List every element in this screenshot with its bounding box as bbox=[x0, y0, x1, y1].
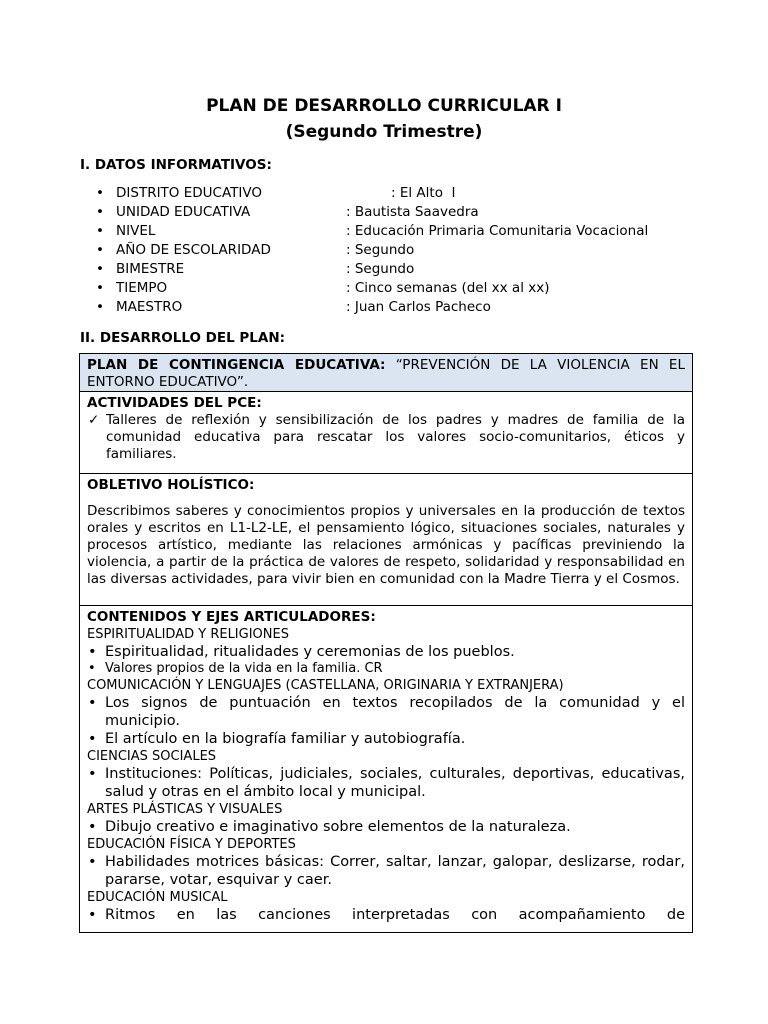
content-text: Dibujo creativo e imaginativo sobre elementos de la naturaleza. bbox=[105, 819, 571, 835]
activity-item bbox=[87, 412, 685, 463]
info-row bbox=[96, 298, 696, 317]
document-title: PLAN DE DESARROLLO CURRICULAR I bbox=[206, 96, 562, 116]
info-row bbox=[96, 279, 696, 298]
bullet-icon: • bbox=[88, 695, 97, 711]
info-value: : Juan Carlos Pacheco bbox=[346, 299, 491, 315]
content-text: Habilidades motrices básicas: Correr, saltar, lanzar, galopar, deslizarse, rodar, pararse, votar, esquivar y caer. bbox=[105, 854, 685, 888]
content-item bbox=[87, 661, 685, 677]
info-row bbox=[96, 203, 696, 222]
section-heading-datos: I. DATOS INFORMATIVOS: bbox=[80, 157, 272, 173]
contents-cell bbox=[80, 606, 692, 928]
objective-cell bbox=[80, 474, 692, 606]
content-item bbox=[87, 694, 685, 730]
bullet-icon: • bbox=[88, 766, 97, 782]
info-value: : Segundo bbox=[346, 261, 415, 277]
content-item bbox=[87, 730, 685, 748]
activities-cell bbox=[80, 392, 692, 474]
info-row bbox=[96, 222, 696, 241]
info-label: DISTRITO EDUCATIVO bbox=[116, 185, 262, 201]
bullet-icon: • bbox=[96, 280, 104, 296]
plan-text: “PREVENCIÓN DE LA VIOLENCIA EN EL ENTORNO EDUCATIVO”. bbox=[87, 357, 685, 390]
content-item bbox=[87, 853, 685, 889]
contents-heading: CONTENIDOS Y EJES ARTICULADORES: bbox=[87, 609, 376, 625]
info-value: : Segundo bbox=[346, 242, 415, 258]
bullet-icon: • bbox=[96, 185, 104, 201]
area-heading: CIENCIAS SOCIALES bbox=[87, 749, 217, 764]
info-value: : Cinco semanas (del xx al xx) bbox=[346, 280, 550, 296]
bullet-icon: • bbox=[96, 223, 104, 239]
info-row bbox=[96, 184, 696, 203]
objective-text: Describimos saberes y conocimientos propios y universales en la producción de textos orales y escritos en L1-L2-LE, el pensamiento lógico, situaciones sociales, naturales y procesos artístico, mediante las relaciones armónicas y pacíficas previniendo la violencia, a partir de la práctica de valores de respeto, solidaridad y responsabilidad en las diversas actividades, para vivir bien en comunidad con la Madre Tierra y el Cosmos. bbox=[87, 503, 685, 587]
bullet-icon: • bbox=[88, 819, 97, 835]
document-subtitle: (Segundo Trimestre) bbox=[285, 122, 483, 142]
bullet-icon: • bbox=[88, 907, 97, 923]
plan-label: PLAN DE CONTINGENCIA EDUCATIVA: bbox=[87, 357, 386, 373]
bullet-icon: • bbox=[96, 299, 104, 315]
area-heading: ESPIRITUALIDAD Y RELIGIONES bbox=[87, 627, 289, 642]
info-value: : El Alto I bbox=[391, 185, 456, 201]
content-text: Instituciones: Políticas, judiciales, sociales, culturales, deportivas, educativas, salud y otras en el ámbito local y municipal. bbox=[105, 766, 685, 800]
activities-heading: ACTIVIDADES DEL PCE: bbox=[87, 395, 262, 411]
content-text: Espiritualidad, ritualidades y ceremonias de los pueblos. bbox=[105, 644, 515, 660]
bullet-icon: • bbox=[88, 854, 97, 870]
content-item bbox=[87, 643, 685, 661]
bullet-icon: • bbox=[96, 261, 104, 277]
info-label: TIEMPO bbox=[116, 280, 168, 296]
info-label: BIMESTRE bbox=[116, 261, 185, 277]
info-label: AÑO DE ESCOLARIDAD bbox=[116, 242, 271, 258]
bullet-icon: • bbox=[96, 204, 104, 220]
title-block bbox=[0, 93, 768, 145]
area-heading: EDUCACIÓN FÍSICA Y DEPORTES bbox=[87, 837, 296, 852]
content-item bbox=[87, 765, 685, 801]
info-list bbox=[96, 184, 696, 317]
info-value: : Educación Primaria Comunitaria Vocacional bbox=[346, 223, 649, 239]
bullet-icon: • bbox=[96, 242, 104, 258]
bullet-icon: • bbox=[88, 661, 96, 676]
plan-contingency-cell bbox=[80, 354, 692, 392]
content-text: Los signos de puntuación en textos recopilados de la comunidad y el municipio. bbox=[105, 695, 685, 729]
checkmark-icon: ✓ bbox=[88, 412, 100, 428]
content-item bbox=[87, 818, 685, 836]
activity-text: Talleres de reflexión y sensibilización de los padres y madres de familia de la comunidad educativa para rescatar los valores socio-comunitarios, éticos y familiares. bbox=[106, 412, 685, 462]
area-heading: ARTES PLÁSTICAS Y VISUALES bbox=[87, 802, 283, 817]
objective-heading: OBLETIVO HOLÍSTICO: bbox=[87, 477, 255, 493]
area-heading: EDUCACIÓN MUSICAL bbox=[87, 890, 228, 905]
content-text: El artículo en la biografía familiar y autobiografía. bbox=[105, 731, 466, 747]
content-text: Ritmos en las canciones interpretadas con acompañamiento de bbox=[105, 907, 685, 923]
content-item bbox=[87, 906, 685, 924]
info-value: : Bautista Saavedra bbox=[346, 204, 479, 220]
info-row bbox=[96, 260, 696, 279]
section-heading-desarrollo: II. DESARROLLO DEL PLAN: bbox=[80, 330, 286, 346]
info-label: UNIDAD EDUCATIVA bbox=[116, 204, 251, 220]
area-heading: COMUNICACIÓN Y LENGUAJES (CASTELLANA, ORIGINARIA Y EXTRANJERA) bbox=[87, 678, 564, 693]
info-row bbox=[96, 241, 696, 260]
info-label: NIVEL bbox=[116, 223, 156, 239]
content-text: Valores propios de la vida en la familia. CR bbox=[105, 661, 383, 676]
bullet-icon: • bbox=[88, 731, 97, 747]
plan-table bbox=[79, 353, 693, 933]
bullet-icon: • bbox=[88, 644, 97, 660]
info-label: MAESTRO bbox=[116, 299, 183, 315]
